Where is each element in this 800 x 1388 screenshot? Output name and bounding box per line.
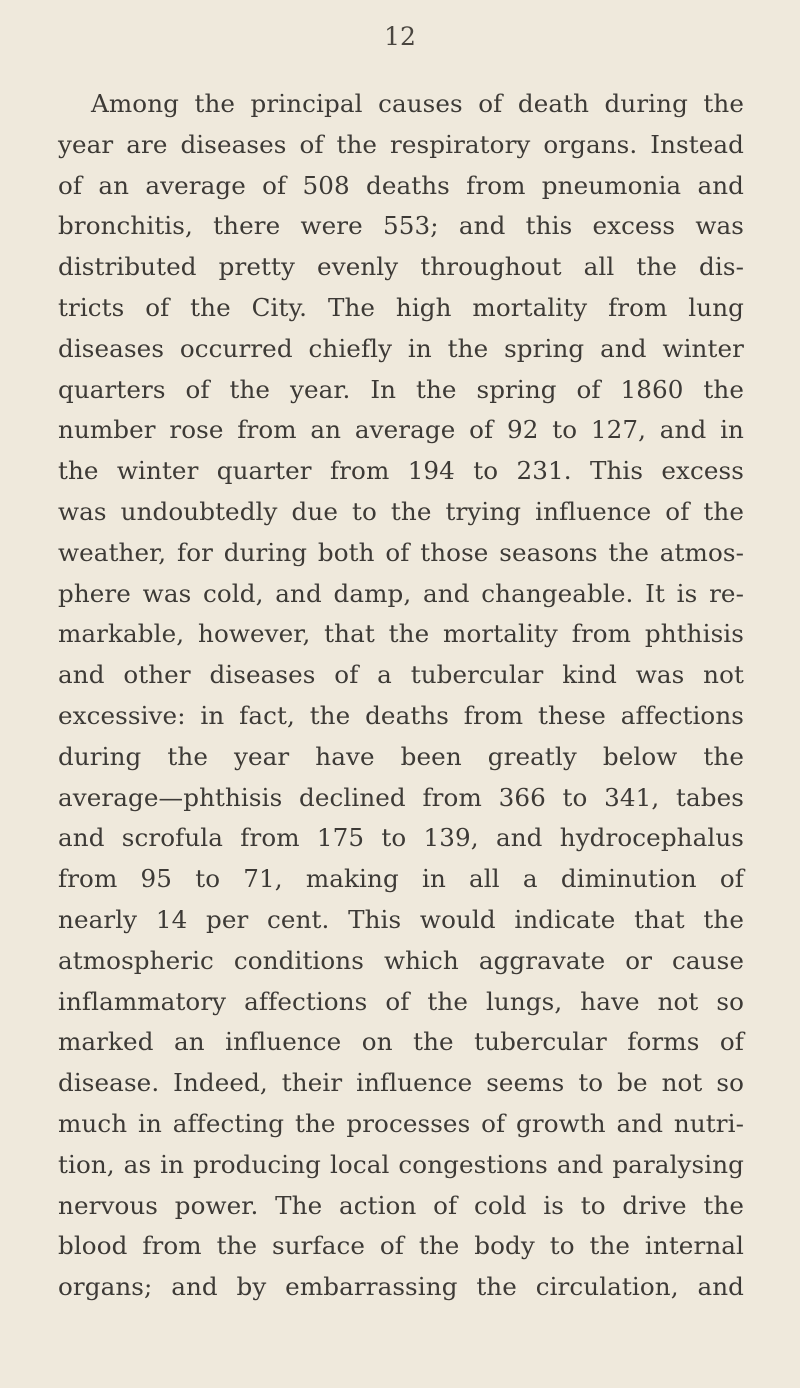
- text-line: much in affecting the processes of growth and nutri-: [58, 1108, 744, 1138]
- text-line: during the year have been greatly below the: [58, 741, 744, 771]
- text-line: the winter quarter from 194 to 231. This excess: [58, 456, 744, 486]
- body-paragraph: [58, 84, 744, 1308]
- text-line: average—phthisis declined from 366 to 341, tabes: [58, 782, 744, 812]
- text-line: nearly 14 per cent. This would indicate that the: [58, 904, 744, 934]
- text-line: markable, however, that the mortality from phthisis: [58, 619, 744, 649]
- text-line: tion, as in producing local congestions and paralysing: [58, 1149, 744, 1179]
- text-line: was undoubtedly due to the trying influence of the: [58, 496, 744, 526]
- text-line: weather, for during both of those seasons the atmos-: [58, 537, 744, 567]
- text-line: marked an influence on the tubercular forms of: [58, 1027, 744, 1057]
- text-line: disease. Indeed, their influence seems to be not so: [58, 1068, 744, 1098]
- text-line: of an average of 508 deaths from pneumonia and: [58, 170, 744, 200]
- page-number: 12: [384, 22, 416, 51]
- text-line: distributed pretty evenly throughout all the dis-: [58, 252, 744, 282]
- text-line: atmospheric conditions which aggravate or cause: [58, 945, 744, 975]
- text-line: quarters of the year. In the spring of 1860 the: [58, 374, 744, 404]
- text-line: number rose from an average of 92 to 127, and in: [58, 415, 744, 445]
- text-line: inflammatory affections of the lungs, have not so: [58, 986, 744, 1016]
- text-line: Among the principal causes of death during the: [91, 89, 744, 118]
- text-line: bronchitis, there were 553; and this excess was: [58, 211, 744, 241]
- text-line: organs; and by embarrassing the circulation, and: [58, 1272, 744, 1302]
- text-line: phere was cold, and damp, and changeable. It is re-: [58, 578, 744, 608]
- text-line: tricts of the City. The high mortality from lung: [58, 292, 744, 322]
- text-line: and scrofula from 175 to 139, and hydrocephalus: [58, 823, 744, 853]
- text-line: blood from the surface of the body to the internal: [58, 1231, 744, 1261]
- text-line: nervous power. The action of cold is to drive the: [58, 1190, 744, 1220]
- text-line: excessive: in fact, the deaths from these affections: [58, 700, 744, 730]
- text-line: and other diseases of a tubercular kind was not: [58, 660, 744, 690]
- text-line: diseases occurred chiefly in the spring and winter: [58, 333, 744, 363]
- text-line: year are diseases of the respiratory organs. Instead: [58, 129, 744, 159]
- text-line: from 95 to 71, making in all a diminution of: [58, 864, 744, 894]
